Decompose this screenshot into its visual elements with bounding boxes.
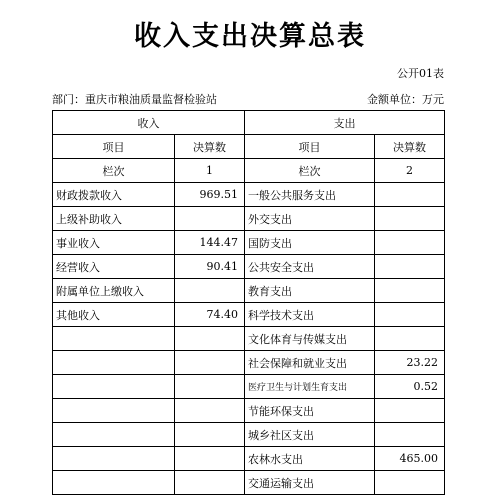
income-item-cell (53, 399, 175, 423)
form-code: 公开01表 (397, 67, 444, 80)
expense-value-cell (375, 423, 445, 447)
income-index-label: 栏次 (53, 159, 175, 183)
expense-item-cell: 一般公共服务支出 (245, 183, 375, 207)
income-expense-table (52, 110, 445, 495)
expense-index-label: 栏次 (245, 159, 375, 183)
table-row (53, 447, 445, 471)
unit-label: 金额单位：万元 (367, 93, 444, 106)
income-item-cell (53, 327, 175, 351)
table-row (53, 399, 445, 423)
column-index-row (53, 159, 445, 183)
column-header-row (53, 135, 445, 159)
table-row (53, 423, 445, 447)
expense-item-cell: 城乡社区支出 (245, 423, 375, 447)
expense-value-cell (375, 231, 445, 255)
income-item-cell: 经营收入 (53, 255, 175, 279)
expense-item-cell: 农林水支出 (245, 447, 375, 471)
income-value-cell (175, 207, 245, 231)
department-label: 部门：重庆市粮油质量监督检验站 (52, 93, 217, 106)
income-item-cell (53, 375, 175, 399)
expense-item-cell: 公共安全支出 (245, 255, 375, 279)
table-row (53, 375, 445, 399)
income-item-cell (53, 471, 175, 495)
table-row (53, 255, 445, 279)
expense-value-cell: 23.22 (375, 351, 445, 375)
income-item-cell: 事业收入 (53, 231, 175, 255)
expense-value-cell (375, 471, 445, 495)
expense-item-cell: 国防支出 (245, 231, 375, 255)
income-value-cell (175, 375, 245, 399)
expense-item-cell: 教育支出 (245, 279, 375, 303)
income-value-cell (175, 399, 245, 423)
income-value-cell (175, 279, 245, 303)
income-column-number: 1 (175, 159, 245, 183)
income-value-cell (175, 471, 245, 495)
expense-item-header: 项目 (245, 135, 375, 159)
table-row (53, 183, 445, 207)
expense-item-cell: 节能环保支出 (245, 399, 375, 423)
income-section-header: 收入 (53, 111, 245, 135)
expense-value-cell (375, 207, 445, 231)
page-title: 收入支出决算总表 (134, 21, 366, 52)
expense-value-cell (375, 279, 445, 303)
income-value-cell (175, 351, 245, 375)
expense-item-cell: 科学技术支出 (245, 303, 375, 327)
income-item-cell: 附属单位上缴收入 (53, 279, 175, 303)
income-value-cell (175, 447, 245, 471)
expense-value-cell (375, 303, 445, 327)
income-value-cell: 90.41 (175, 255, 245, 279)
income-item-cell: 财政拨款收入 (53, 183, 175, 207)
table-row (53, 327, 445, 351)
income-value-cell: 74.40 (175, 303, 245, 327)
income-item-cell (53, 423, 175, 447)
expense-item-cell: 外交支出 (245, 207, 375, 231)
expense-item-cell: 交通运输支出 (245, 471, 375, 495)
expense-item-cell: 社会保障和就业支出 (245, 351, 375, 375)
income-value-cell: 969.51 (175, 183, 245, 207)
income-value-cell: 144.47 (175, 231, 245, 255)
income-item-cell (53, 351, 175, 375)
table-row (53, 351, 445, 375)
table-row (53, 303, 445, 327)
table-row (53, 207, 445, 231)
expense-value-cell (375, 399, 445, 423)
income-item-cell (53, 447, 175, 471)
expense-value-cell: 465.00 (375, 447, 445, 471)
expense-column-number: 2 (375, 159, 445, 183)
expense-value-cell: 0.52 (375, 375, 445, 399)
expense-value-cell (375, 183, 445, 207)
table-row (53, 471, 445, 495)
table-row (53, 231, 445, 255)
income-item-cell: 其他收入 (53, 303, 175, 327)
income-item-cell: 上级补助收入 (53, 207, 175, 231)
expense-value-cell (375, 327, 445, 351)
income-value-cell (175, 423, 245, 447)
income-item-header: 项目 (53, 135, 175, 159)
income-amount-header: 决算数 (175, 135, 245, 159)
expense-item-cell: 文化体育与传媒支出 (245, 327, 375, 351)
section-header-row (53, 111, 445, 135)
expense-value-cell (375, 255, 445, 279)
expense-amount-header: 决算数 (375, 135, 445, 159)
expense-item-cell: 医疗卫生与计划生育支出 (245, 375, 375, 399)
expense-section-header: 支出 (245, 111, 445, 135)
table-row (53, 279, 445, 303)
income-value-cell (175, 327, 245, 351)
